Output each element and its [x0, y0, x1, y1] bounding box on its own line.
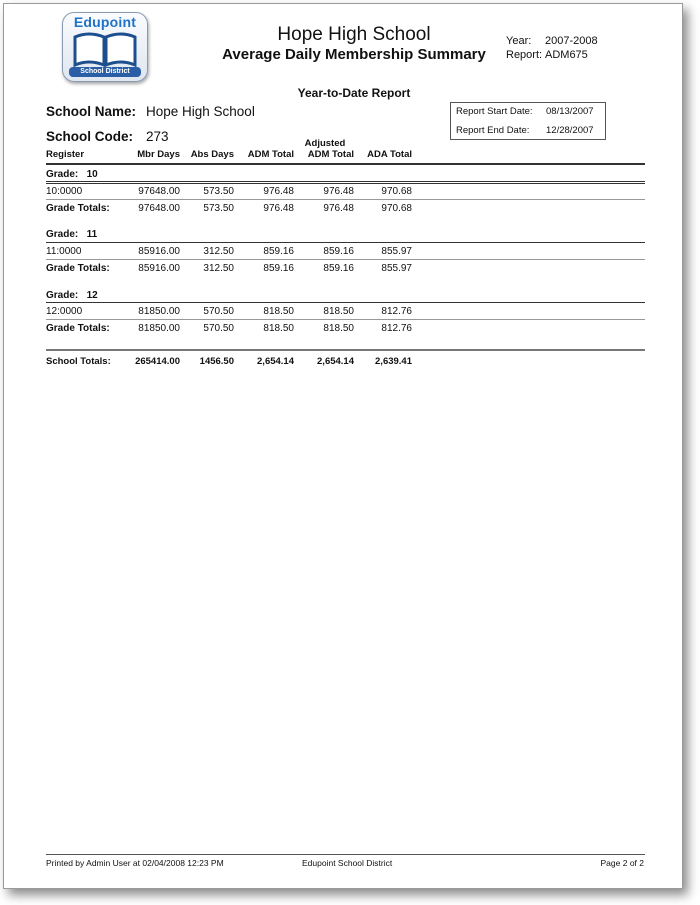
grade-rule: [46, 302, 645, 303]
mbr-days-total: 97648.00: [138, 203, 180, 214]
school-totals-rule: [46, 349, 645, 351]
year-value: 2007-2008: [545, 35, 598, 47]
grade-totals-label: Grade Totals:: [46, 263, 110, 274]
grade-heading: [46, 290, 98, 301]
report-label: Report:: [506, 49, 543, 61]
report-subtitle: Year-to-Date Report: [297, 86, 411, 100]
col-mbr-days: Mbr Days: [137, 149, 180, 160]
school-adjusted-adm-total: 2,654.14: [317, 356, 354, 367]
adm-total-cell: 818.50: [263, 306, 294, 317]
school-title: Hope High School: [277, 24, 431, 45]
logo-subtitle: School District: [69, 67, 141, 77]
mbr-days-cell: 85916.00: [138, 246, 180, 257]
ada-total-cell: 812.76: [381, 306, 412, 317]
mbr-days-cell: 81850.00: [138, 306, 180, 317]
school-abs-days-total: 1456.50: [199, 356, 234, 367]
register-cell: 12:0000: [46, 306, 83, 317]
col-ada-total: ADA Total: [367, 149, 412, 160]
open-book-icon: [72, 31, 138, 67]
header-rule: [46, 163, 645, 165]
grade-heading: [46, 169, 98, 180]
adm-total-total: 818.50: [263, 323, 294, 334]
school-name-value: Hope High School: [146, 104, 255, 119]
col-adm-total: ADM Total: [247, 149, 294, 160]
adjusted-adm-total: 818.50: [323, 323, 354, 334]
adjusted-adm-cell: 976.48: [323, 186, 354, 197]
grade-heading: [46, 229, 97, 240]
col-adjusted-line2: ADM Total: [307, 149, 354, 160]
grade-rule: [46, 183, 645, 184]
grade-rule: [46, 242, 645, 243]
end-date-label: Report End Date:: [456, 125, 530, 136]
year-label: Year:: [506, 35, 532, 47]
school-totals-label: School Totals:: [46, 356, 111, 367]
ada-total-total: 855.97: [381, 263, 412, 274]
col-register: Register: [46, 149, 85, 160]
school-name-label: School Name:: [46, 104, 137, 119]
ada-total-cell: 970.68: [381, 186, 412, 197]
grade-number: 12: [86, 290, 98, 301]
school-code-value: 273: [146, 129, 169, 144]
abs-days-total: 312.50: [203, 263, 234, 274]
adjusted-adm-cell: 818.50: [323, 306, 354, 317]
mbr-days-total: 81850.00: [138, 323, 180, 334]
grade-rule: [46, 181, 645, 182]
abs-days-total: 570.50: [203, 323, 234, 334]
abs-days-cell: 312.50: [203, 246, 234, 257]
adm-total-cell: 859.16: [263, 246, 294, 257]
mbr-days-total: 85916.00: [138, 263, 180, 274]
col-abs-days: Abs Days: [190, 149, 234, 160]
row-divider: [46, 259, 645, 260]
ada-total-cell: 855.97: [381, 246, 412, 257]
ada-total-total: 970.68: [381, 203, 412, 214]
adm-total-cell: 976.48: [263, 186, 294, 197]
grade-label: Grade:: [46, 290, 79, 301]
adjusted-adm-cell: 859.16: [323, 246, 354, 257]
school-ada-total: 2,639.41: [375, 356, 412, 367]
grade-totals-label: Grade Totals:: [46, 203, 110, 214]
end-date-value: 12/28/2007: [546, 125, 594, 136]
ada-total-total: 812.76: [381, 323, 412, 334]
start-date-value: 08/13/2007: [546, 106, 594, 117]
mbr-days-cell: 97648.00: [138, 186, 180, 197]
adjusted-adm-total: 859.16: [323, 263, 354, 274]
abs-days-total: 573.50: [203, 203, 234, 214]
grade-number: 11: [86, 229, 98, 240]
footer-rule: [46, 854, 645, 855]
register-cell: 10:0000: [46, 186, 83, 197]
abs-days-cell: 570.50: [203, 306, 234, 317]
report-code: ADM675: [545, 49, 588, 61]
logo-brand-text: Edupoint: [73, 14, 137, 30]
edupoint-logo: [62, 12, 148, 82]
adm-total-total: 976.48: [263, 203, 294, 214]
row-divider: [46, 319, 645, 320]
abs-days-cell: 573.50: [203, 186, 234, 197]
report-date-box: [450, 102, 606, 140]
report-title: Average Daily Membership Summary: [222, 46, 486, 63]
school-adm-total: 2,654.14: [257, 356, 294, 367]
footer-district: Edupoint School District: [302, 858, 393, 868]
footer-page-number: Page 2 of 2: [600, 858, 644, 868]
row-divider: [46, 199, 645, 200]
footer-printed-by: Printed by Admin User at 02/04/2008 12:23 PM: [46, 858, 224, 868]
grade-label: Grade:: [46, 229, 79, 240]
register-cell: 11:0000: [46, 246, 82, 257]
school-code-label: School Code:: [46, 129, 133, 144]
school-mbr-days-total: 265414.00: [135, 356, 180, 367]
grade-totals-label: Grade Totals:: [46, 323, 110, 334]
grade-label: Grade:: [46, 169, 79, 180]
adjusted-adm-total: 976.48: [323, 203, 354, 214]
adm-total-total: 859.16: [263, 263, 294, 274]
report-page: [3, 3, 683, 889]
start-date-label: Report Start Date:: [456, 106, 533, 117]
col-adjusted-line1: Adjusted: [304, 138, 346, 149]
grade-number: 10: [86, 169, 98, 180]
